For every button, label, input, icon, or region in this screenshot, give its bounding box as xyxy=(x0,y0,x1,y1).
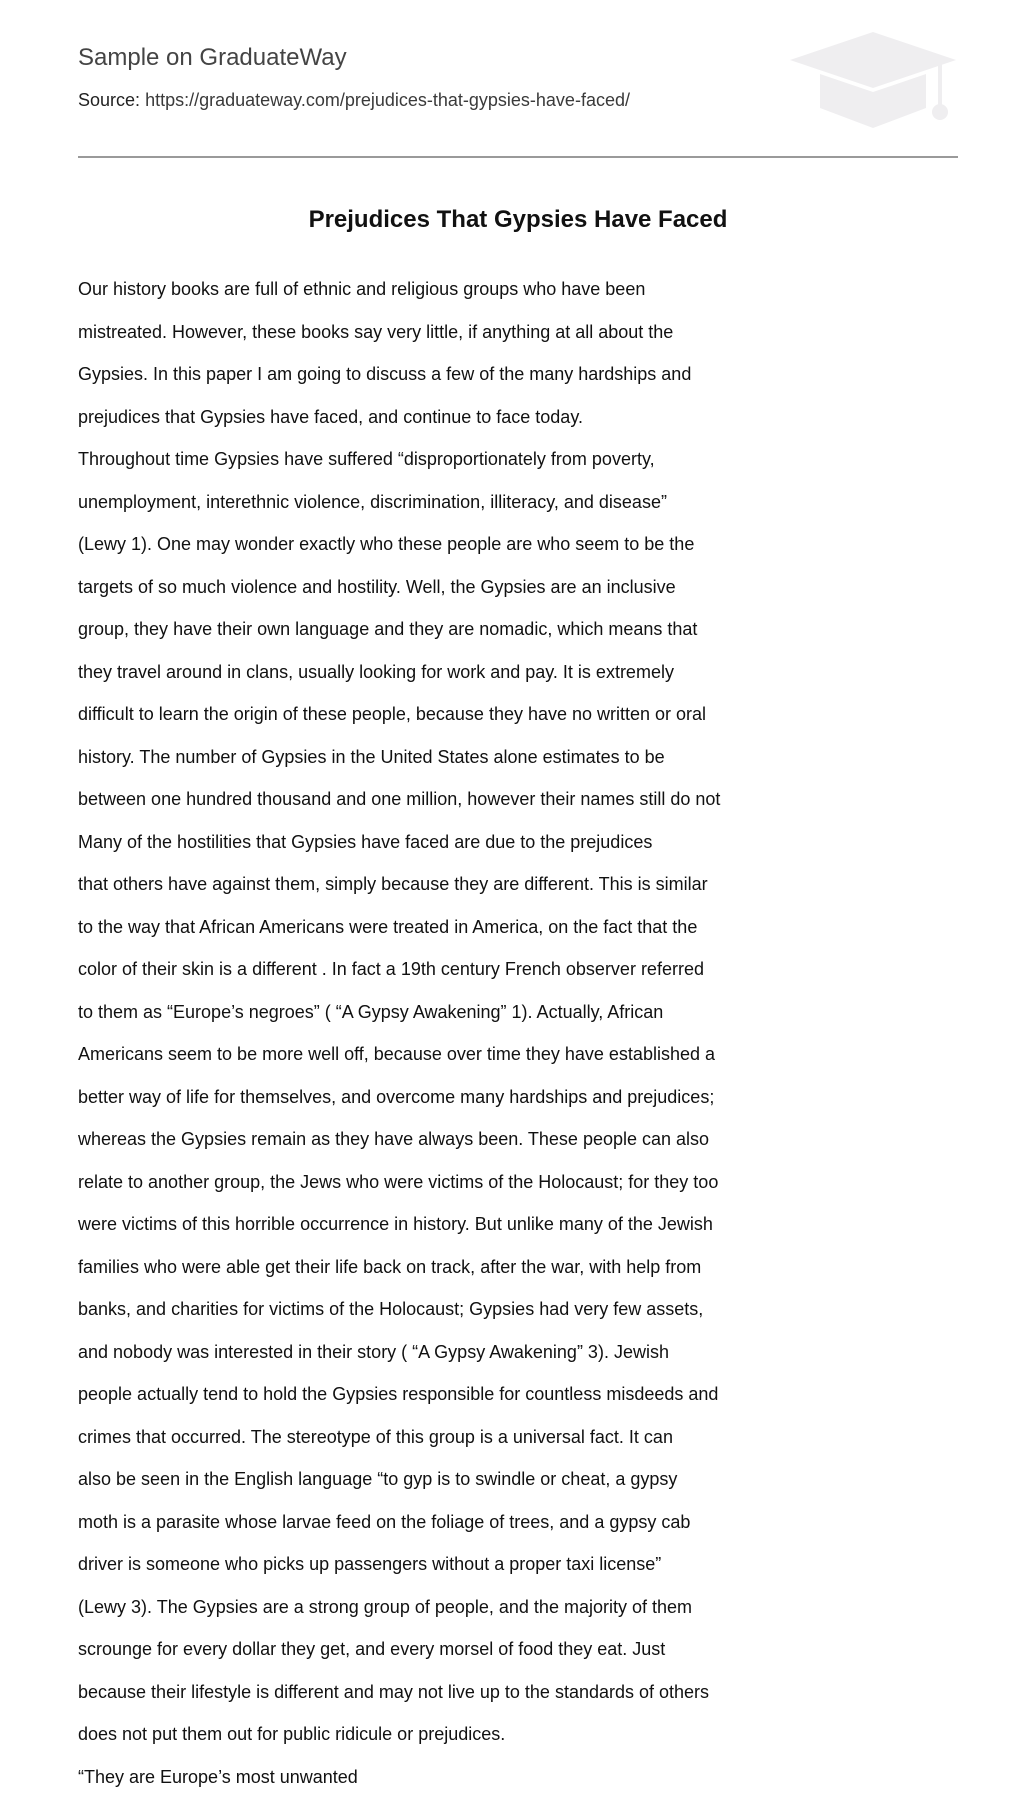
source-link[interactable]: https://graduateway.com/prejudices-that-gypsies-have-faced/ xyxy=(145,90,630,110)
page-header xyxy=(78,0,958,158)
essay-line: to them as “Europe’s negroes” ( “A Gypsy Awakening” 1). Actually, African xyxy=(78,1001,664,1022)
essay-line: does not put them out for public ridicule or prejudices. xyxy=(78,1724,506,1744)
essay-line: families who were able get their life back on track, after the war, with help from xyxy=(78,1256,702,1277)
essay-line: driver is someone who picks up passengers without a proper taxi license” xyxy=(78,1554,662,1574)
essay-line: moth is a parasite whose larvae feed on the foliage of trees, and a gypsy cab xyxy=(78,1511,691,1532)
header-divider xyxy=(78,156,958,158)
essay-line: between one hundred thousand and one million, however their names still do not xyxy=(78,789,721,809)
essay-line: Many of the hostilities that Gypsies have faced are due to the prejudices xyxy=(78,831,653,852)
essay-line: history. The number of Gypsies in the United States alone estimates to be xyxy=(78,746,665,767)
essay-line: mistreated. However, these books say very little, if anything at all about the xyxy=(78,321,674,342)
essay-line: people actually tend to hold the Gypsies responsible for countless misdeeds and xyxy=(78,1384,719,1404)
essay-line: better way of life for themselves, and overcome many hardships and prejudices; xyxy=(78,1086,715,1107)
essay-line: Throughout time Gypsies have suffered “disproportionately from poverty, xyxy=(78,449,655,469)
essay-line: difficult to learn the origin of these people, because they have no written or oral xyxy=(78,704,707,724)
source-line xyxy=(78,90,630,111)
essay-line: “They are Europe’s most unwanted xyxy=(78,1766,358,1787)
source-label: Source: xyxy=(78,90,141,110)
essay-line: crimes that occurred. The stereotype of this group is a universal fact. It can xyxy=(78,1426,673,1447)
essay-line: (Lewy 3). The Gypsies are a strong group of people, and the majority of them xyxy=(78,1596,692,1617)
essay-line: because their lifestyle is different and may not live up to the standards of others xyxy=(78,1681,710,1702)
essay-line: they travel around in clans, usually looking for work and pay. It is extremely xyxy=(78,661,674,682)
essay-line: Gypsies. In this paper I am going to discuss a few of the many hardships and xyxy=(78,364,692,384)
essay-line: Our history books are full of ethnic and religious groups who have been xyxy=(78,279,646,299)
essay-line: targets of so much violence and hostility. Well, the Gypsies are an inclusive xyxy=(78,576,676,597)
site-title: Sample on GraduateWay xyxy=(78,44,347,71)
essay-line: whereas the Gypsies remain as they have always been. These people can also xyxy=(78,1129,710,1149)
essay-line: and nobody was interested in their story ( “A Gypsy Awakening” 3). Jewish xyxy=(78,1341,669,1362)
essay-body xyxy=(78,268,758,1798)
essay-line: (Lewy 1). One may wonder exactly who these people are who seem to be the xyxy=(78,534,695,554)
essay-line: relate to another group, the Jews who were victims of the Holocaust; for they too xyxy=(78,1171,719,1192)
essay-line: prejudices that Gypsies have faced, and continue to face today. xyxy=(78,406,583,427)
essay-line: unemployment, interethnic violence, discrimination, illiteracy, and disease” xyxy=(78,491,667,512)
essay-line: banks, and charities for victims of the Holocaust; Gypsies had very few assets, xyxy=(78,1299,704,1319)
essay-line: also be seen in the English language “to gyp is to swindle or cheat, a gypsy xyxy=(78,1469,678,1489)
essay-line: color of their skin is a different . In fact a 19th century French observer referred xyxy=(78,959,704,979)
graduation-cap-icon xyxy=(788,30,958,135)
document-title: Prejudices That Gypsies Have Faced xyxy=(308,206,728,233)
essay-line: group, they have their own language and they are nomadic, which means that xyxy=(78,619,698,639)
essay-line: that others have against them, simply because they are different. This is similar xyxy=(78,874,708,894)
essay-line: were victims of this horrible occurrence in history. But unlike many of the Jewish xyxy=(78,1214,713,1234)
essay-line: scrounge for every dollar they get, and every morsel of food they eat. Just xyxy=(78,1639,666,1659)
essay-line: Americans seem to be more well off, because over time they have established a xyxy=(78,1044,715,1064)
essay-line: to the way that African Americans were treated in America, on the fact that the xyxy=(78,916,698,937)
